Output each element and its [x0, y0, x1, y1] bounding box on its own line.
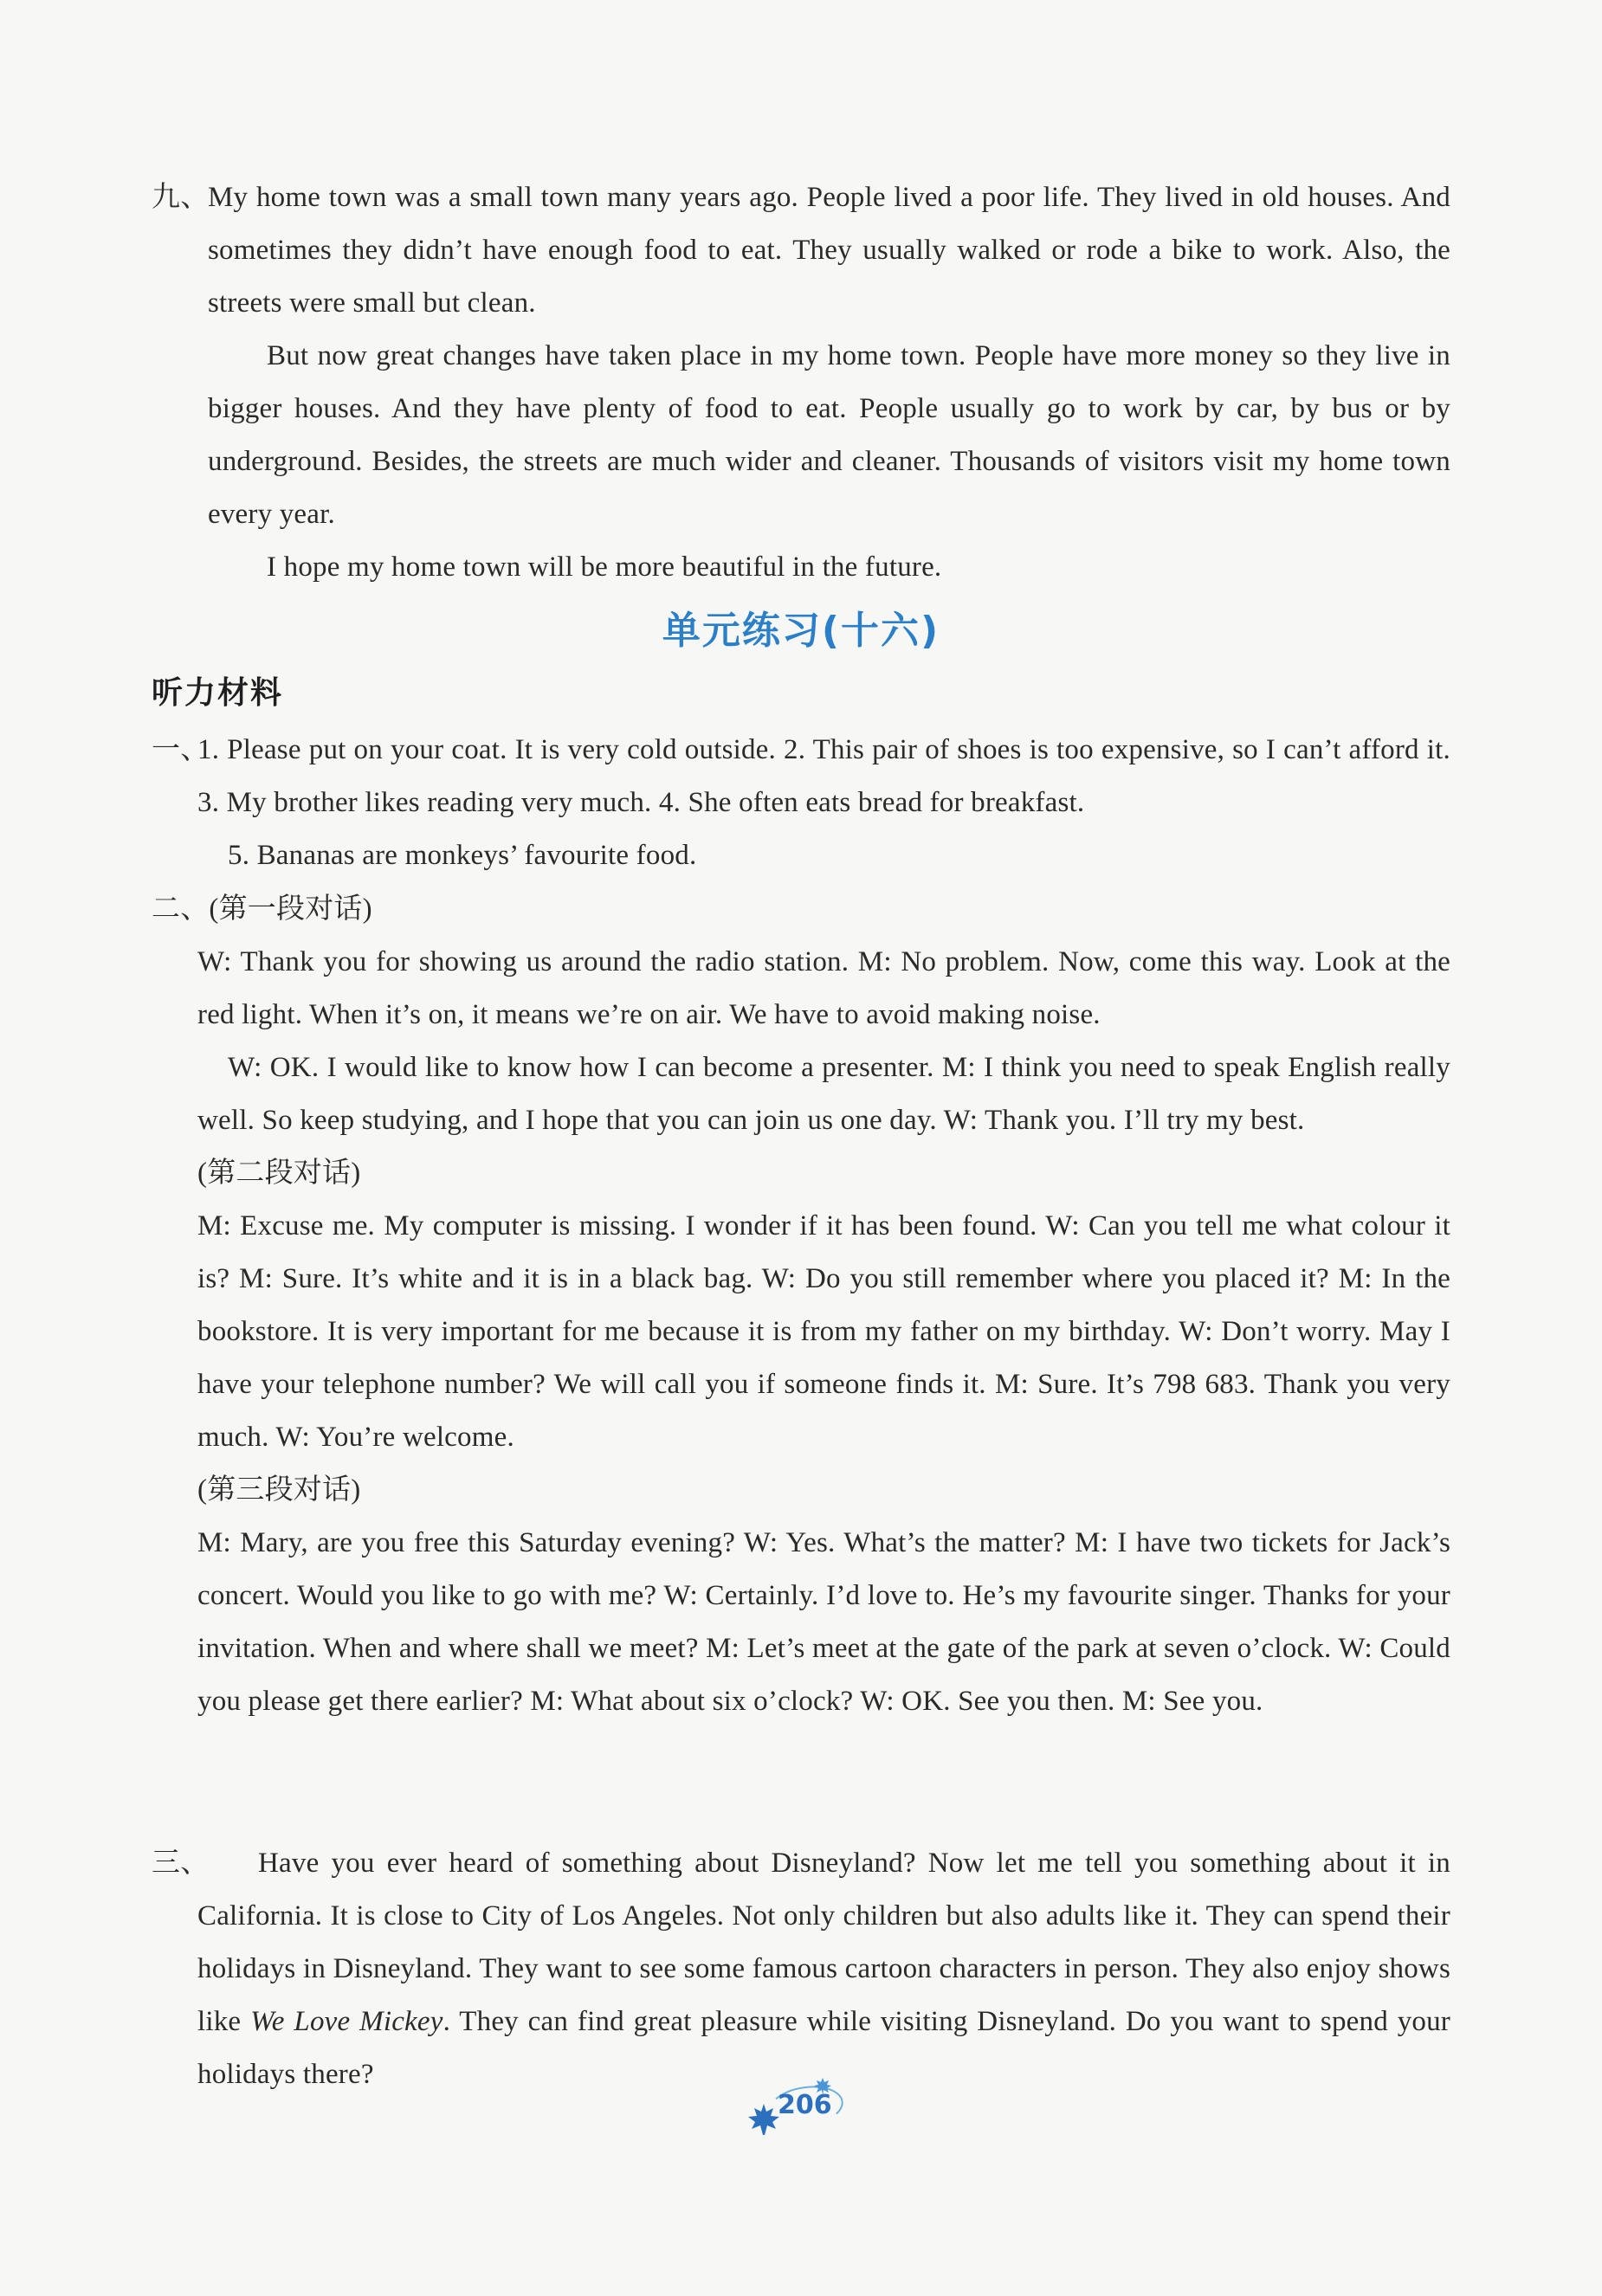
- part-one-paragraph-2: [152, 829, 1450, 882]
- section-nine-paragraph-1: [152, 171, 1450, 330]
- part-one-label: 一、: [152, 734, 210, 765]
- part-two: [152, 883, 1450, 1728]
- part-three-text-a: Have you ever heard of something about Disneyland? Now let me tell you something about it in California. It is close to City of Los Angeles. Not only children but also adults like it. They can spend their holidays in Disneyland. They want to see some famous cartoon characters in person. They also enjoy shows like: [197, 1848, 1450, 2037]
- dialogue-3-heading: [152, 1464, 1450, 1517]
- dialogue-2-heading: [152, 1147, 1450, 1200]
- section-nine: [152, 171, 1450, 594]
- page-number: 206: [778, 2090, 832, 2120]
- part-three-paragraph: [152, 1837, 1450, 2101]
- dialogue-1-paragraph-1: [152, 936, 1450, 1042]
- dialogue-2-paragraph: [152, 1200, 1450, 1464]
- page-footer: [745, 2085, 857, 2137]
- part-three-label: 三、: [152, 1848, 210, 1879]
- listening-heading: 听力材料: [152, 675, 284, 711]
- unit-title: 单元练习(十六): [662, 609, 940, 653]
- part-one-text: 1. Please put on your coat. It is very cold outside. 2. This pair of shoes is too expensive, so I can’t afford it. 3. My brother likes reading very much. 4. She often eats bread for breakfast.: [197, 734, 1450, 818]
- dialogue-1-title: (第一段对话): [209, 893, 372, 925]
- dialogue-3-text: M: Mary, are you free this Saturday evening? W: Yes. What’s the matter? M: I have two tickets for Jack’s concert. Would you like to go with me? W: Certainly. I’d love to. He’s my favourite singer. Thanks for your invitation. When and where shall we meet? M: Let’s meet at the gate of the park at seven o’clock. W: Could you please get there earlier? M: What about six o’clock? W: OK. See you then. M: See you.: [197, 1527, 1450, 1717]
- section-nine-text-2: But now great changes have taken place in my home town. People have more money so they live in bigger houses. And they have plenty of food to eat. People usually go to work by car, by bus or by underground. Besides, the streets are much wider and cleaner. Thousands of visitors visit my home town every year.: [208, 340, 1450, 530]
- dialogue-2-text: M: Excuse me. My computer is missing. I wonder if it has been found. W: Can you tell me what colour it is? M: Sure. It’s white and it is in a black bag. W: Do you still remember where you placed it? M: In the bookstore. It is very important for me because it is from my father on my birthday. W: Don’t worry. May I have your telephone number? We will call you if someone finds it. M: Sure. It’s 798 683. Thank you very much. W: You’re welcome.: [197, 1210, 1450, 1453]
- part-three: [152, 1837, 1450, 2101]
- part-one: [152, 724, 1450, 882]
- dialogue-1-text-1: W: Thank you for showing us around the radio station. M: No problem. Now, come this way. Look at the red light. When it’s on, it means we’re on air. We have to avoid making noise.: [197, 946, 1450, 1030]
- dialogue-3-title: (第三段对话): [197, 1474, 361, 1506]
- section-nine-text-1: My home town was a small town many years ago. People lived a poor life. They lived in old houses. And sometimes they didn’t have enough food to eat. They usually walked or rode a bike to work. Also, the streets were small but clean.: [208, 182, 1450, 319]
- dialogue-1-paragraph-2: [152, 1042, 1450, 1147]
- dialogue-1-text-2: W: OK. I would like to know how I can become a presenter. M: I think you need to speak English really well. So keep studying, and I hope that you can join us one day. W: Thank you. I’ll try my best.: [197, 1052, 1450, 1136]
- section-nine-text-3: I hope my home town will be more beautiful in the future.: [267, 551, 942, 583]
- part-two-heading: [152, 883, 1450, 936]
- show-title: We Love Mickey: [250, 2006, 443, 2037]
- section-nine-label: 九、: [152, 182, 210, 213]
- part-one-paragraph: [152, 724, 1450, 829]
- part-two-label: 二、: [152, 893, 210, 925]
- part-three-text-b: . They can find great pleasure while visiting Disneyland. Do you want to spend your holidays there?: [197, 2006, 1450, 2090]
- part-one-text-2: 5. Bananas are monkeys’ favourite food.: [228, 840, 697, 871]
- section-nine-paragraph-2: [152, 330, 1450, 541]
- section-nine-paragraph-3: [152, 541, 1450, 594]
- dialogue-2-title: (第二段对话): [197, 1158, 361, 1189]
- dialogue-3-paragraph: [152, 1517, 1450, 1728]
